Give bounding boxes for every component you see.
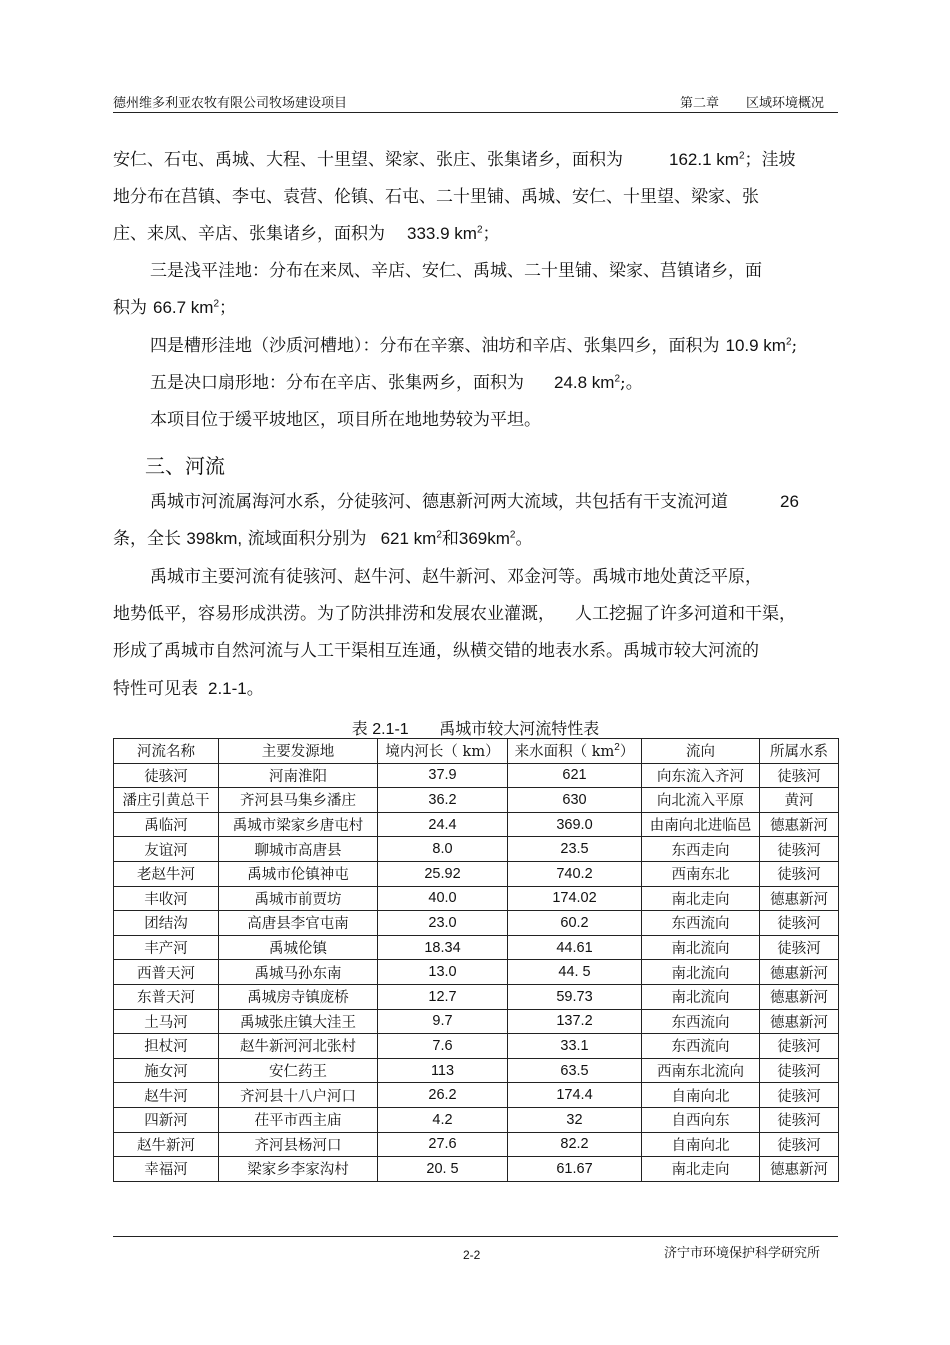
direction-cell: 由南向北进临邑 xyxy=(642,812,760,837)
direction-cell: 东西流向 xyxy=(642,911,760,936)
area-cell: 59.73 xyxy=(508,984,642,1009)
header-rule xyxy=(113,112,838,113)
direction-cell: 自西向东 xyxy=(642,1107,760,1132)
area-cell: 82.2 xyxy=(508,1132,642,1157)
table-row xyxy=(114,1034,839,1059)
table-row xyxy=(114,935,839,960)
direction-cell: 西南东北流向 xyxy=(642,1058,760,1083)
area-cell: 44.61 xyxy=(508,935,642,960)
water-system-cell: 德惠新河 xyxy=(760,1157,839,1182)
length-cell: 9.7 xyxy=(378,1009,508,1034)
length-cell: 40.0 xyxy=(378,886,508,911)
source-cell: 禹城张庄镇大洼王 xyxy=(219,1009,378,1034)
source-cell: 聊城市高唐县 xyxy=(219,837,378,862)
water-system-cell: 德惠新河 xyxy=(760,1009,839,1034)
direction-cell: 南北走向 xyxy=(642,1157,760,1182)
col-header-direction: 流向 xyxy=(642,739,760,764)
paragraph-line: 形成了禹城市自然河流与人工干渠相互连通，纵横交错的地表水系。禹城市较大河流的 xyxy=(113,641,759,661)
river-name-cell: 禹临河 xyxy=(114,812,219,837)
water-system-cell: 德惠新河 xyxy=(760,812,839,837)
table-row xyxy=(114,788,839,813)
water-system-cell: 德惠新河 xyxy=(760,886,839,911)
table-row xyxy=(114,763,839,788)
area-cell: 33.1 xyxy=(508,1034,642,1059)
water-system-cell: 徒骇河 xyxy=(760,1132,839,1157)
length-cell: 18.34 xyxy=(378,935,508,960)
direction-cell: 西南东北 xyxy=(642,861,760,886)
water-system-cell: 徒骇河 xyxy=(760,1083,839,1108)
water-system-cell: 徒骇河 xyxy=(760,861,839,886)
length-cell: 27.6 xyxy=(378,1132,508,1157)
source-cell: 禹城市前贾坊 xyxy=(219,886,378,911)
direction-cell: 南北流向 xyxy=(642,984,760,1009)
source-cell: 禹城马孙东南 xyxy=(219,960,378,985)
table-row xyxy=(114,886,839,911)
river-name-cell: 施女河 xyxy=(114,1058,219,1083)
col-header-area: 来水面积（ $km^2$） xyxy=(508,739,642,764)
paragraph-line: 地分布在莒镇、李屯、袁营、伦镇、石屯、二十里铺、禹城、安仁、十里望、梁家、张 xyxy=(113,187,759,207)
source-cell: 河南淮阳 xyxy=(219,763,378,788)
source-cell: 禹城伦镇 xyxy=(219,935,378,960)
table-row xyxy=(114,1009,839,1034)
river-name-cell: 东普天河 xyxy=(114,984,219,1009)
paragraph-line: 安仁、石屯、禹城、大程、十里望、梁家、张庄、张集诸乡，面积为 162.1 $km^2$；洼坡 xyxy=(113,150,796,170)
length-cell: 13.0 xyxy=(378,960,508,985)
direction-cell: 南北流向 xyxy=(642,960,760,985)
paragraph-line: 积为 66.7 $km^2$； xyxy=(113,298,237,318)
area-cell: 630 xyxy=(508,788,642,813)
length-cell: 4.2 xyxy=(378,1107,508,1132)
paragraph-line: 三是浅平洼地：分布在来凤、辛店、安仁、禹城、二十里铺、梁家、莒镇诸乡，面 xyxy=(150,261,762,281)
paragraph-line: 禹城市河流属海河水系，分徒骇河、德惠新河两大流域，共包括有干支流河道 26 xyxy=(150,492,799,512)
col-header-name: 河流名称 xyxy=(114,739,219,764)
section-title: 三、河流 xyxy=(145,454,225,478)
direction-cell: 东西流向 xyxy=(642,1034,760,1059)
length-cell: 23.0 xyxy=(378,911,508,936)
length-cell: 25.92 xyxy=(378,861,508,886)
footer-rule xyxy=(113,1236,838,1237)
water-system-cell: 黄河 xyxy=(760,788,839,813)
river-name-cell: 幸福河 xyxy=(114,1157,219,1182)
area-cell: 369.0 xyxy=(508,812,642,837)
paragraph-line: 庄、来凤、辛店、张集诸乡，面积为 333.9 $km^2$； xyxy=(113,224,500,244)
river-name-cell: 潘庄引黄总干 xyxy=(114,788,219,813)
river-name-cell: 赵牛新河 xyxy=(114,1132,219,1157)
river-name-cell: 西普天河 xyxy=(114,960,219,985)
table-header-row xyxy=(114,739,839,764)
table-caption: 表 2.1-1 禹城市较大河流特性表 xyxy=(351,719,600,738)
length-cell: 24.4 xyxy=(378,812,508,837)
table-row xyxy=(114,984,839,1009)
water-system-cell: 徒骇河 xyxy=(760,1034,839,1059)
header-chapter-title: 区域环境概况 xyxy=(746,96,825,111)
source-cell: 齐河县十八户河口 xyxy=(219,1083,378,1108)
paragraph-line: 特性可见表 2.1-1。 xyxy=(113,679,264,699)
source-cell: 齐河县杨河口 xyxy=(219,1132,378,1157)
direction-cell: 自南向北 xyxy=(642,1083,760,1108)
water-system-cell: 徒骇河 xyxy=(760,911,839,936)
direction-cell: 向东流入齐河 xyxy=(642,763,760,788)
direction-cell: 东西流向 xyxy=(642,1009,760,1034)
river-name-cell: 团结沟 xyxy=(114,911,219,936)
water-system-cell: 徒骇河 xyxy=(760,935,839,960)
length-cell: 37.9 xyxy=(378,763,508,788)
table-row xyxy=(114,1107,839,1132)
area-cell: 61.67 xyxy=(508,1157,642,1182)
river-name-cell: 徒骇河 xyxy=(114,763,219,788)
source-cell: 高唐县李官屯南 xyxy=(219,911,378,936)
river-name-cell: 老赵牛河 xyxy=(114,861,219,886)
source-cell: 茌平市西主庙 xyxy=(219,1107,378,1132)
source-cell: 禹城房寺镇庞桥 xyxy=(219,984,378,1009)
table-row xyxy=(114,837,839,862)
water-system-cell: 德惠新河 xyxy=(760,960,839,985)
length-cell: 36.2 xyxy=(378,788,508,813)
length-cell: 20. 5 xyxy=(378,1157,508,1182)
river-name-cell: 担杖河 xyxy=(114,1034,219,1059)
length-cell: 113 xyxy=(378,1058,508,1083)
table-row xyxy=(114,1083,839,1108)
direction-cell: 向北流入平原 xyxy=(642,788,760,813)
table-row xyxy=(114,861,839,886)
length-cell: 8.0 xyxy=(378,837,508,862)
header-chapter: 第二章 xyxy=(680,96,720,111)
river-name-cell: 赵牛河 xyxy=(114,1083,219,1108)
source-cell: 安仁药王 xyxy=(219,1058,378,1083)
header-project-name: 德州维多利亚农牧有限公司牧场建设项目 xyxy=(113,96,348,111)
footer-organization: 济宁市环境保护科学研究所 xyxy=(664,1246,821,1261)
river-characteristics-table xyxy=(113,738,839,1182)
water-system-cell: 德惠新河 xyxy=(760,984,839,1009)
water-system-cell: 徒骇河 xyxy=(760,1058,839,1083)
water-system-cell: 徒骇河 xyxy=(760,763,839,788)
paragraph-line: 五是决口扇形地：分布在辛店、张集两乡，面积为 24.8 $km^2$;。 xyxy=(150,373,643,393)
river-name-cell: 丰产河 xyxy=(114,935,219,960)
length-cell: 26.2 xyxy=(378,1083,508,1108)
direction-cell: 东西走向 xyxy=(642,837,760,862)
table-row xyxy=(114,1132,839,1157)
water-system-cell: 徒骇河 xyxy=(760,837,839,862)
river-name-cell: 丰收河 xyxy=(114,886,219,911)
area-cell: 60.2 xyxy=(508,911,642,936)
area-cell: 621 xyxy=(508,763,642,788)
area-cell: 32 xyxy=(508,1107,642,1132)
direction-cell: 自南向北 xyxy=(642,1132,760,1157)
area-cell: 137.2 xyxy=(508,1009,642,1034)
source-cell: 梁家乡李家沟村 xyxy=(219,1157,378,1182)
length-cell: 7.6 xyxy=(378,1034,508,1059)
length-cell: 12.7 xyxy=(378,984,508,1009)
source-cell: 禹城市伦镇神屯 xyxy=(219,861,378,886)
table-row xyxy=(114,911,839,936)
table-row xyxy=(114,1058,839,1083)
area-cell: 63.5 xyxy=(508,1058,642,1083)
paragraph-line: 禹城市主要河流有徒骇河、赵牛河、赵牛新河、邓金河等。禹城市地处黄泛平原， xyxy=(150,567,762,587)
source-cell: 赵牛新河河北张村 xyxy=(219,1034,378,1059)
direction-cell: 南北走向 xyxy=(642,886,760,911)
paragraph-line: 四是槽形洼地（沙质河槽地）：分布在辛寨、油坊和辛店、张集四乡，面积为 10.9 $km^2$; xyxy=(150,336,798,356)
col-header-system: 所属水系 xyxy=(760,739,839,764)
area-cell: 23.5 xyxy=(508,837,642,862)
col-header-source: 主要发源地 xyxy=(219,739,378,764)
paragraph-line: 地势低平，容易形成洪涝。为了防洪排涝和发展农业灌溉， 人工挖掘了许多河道和干渠， xyxy=(113,604,796,624)
area-cell: 174.02 xyxy=(508,886,642,911)
river-name-cell: 土马河 xyxy=(114,1009,219,1034)
direction-cell: 南北流向 xyxy=(642,935,760,960)
paragraph-line: 本项目位于缓平坡地区，项目所在地地势较为平坦。 xyxy=(150,410,541,430)
area-cell: 44. 5 xyxy=(508,960,642,985)
river-name-cell: 友谊河 xyxy=(114,837,219,862)
table-row xyxy=(114,812,839,837)
river-name-cell: 四新河 xyxy=(114,1107,219,1132)
source-cell: 齐河县马集乡潘庄 xyxy=(219,788,378,813)
table-row xyxy=(114,960,839,985)
table-row xyxy=(114,1157,839,1182)
area-cell: 174.4 xyxy=(508,1083,642,1108)
area-cell: 740.2 xyxy=(508,861,642,886)
col-header-length: 境内河长（ km） xyxy=(378,739,508,764)
page-number: 2-2 xyxy=(463,1248,481,1262)
source-cell: 禹城市梁家乡唐屯村 xyxy=(219,812,378,837)
water-system-cell: 徒骇河 xyxy=(760,1107,839,1132)
paragraph-line: 条，全长 398km, 流域面积分别为 621 $km^2$和$369km^2$。 xyxy=(113,529,533,549)
